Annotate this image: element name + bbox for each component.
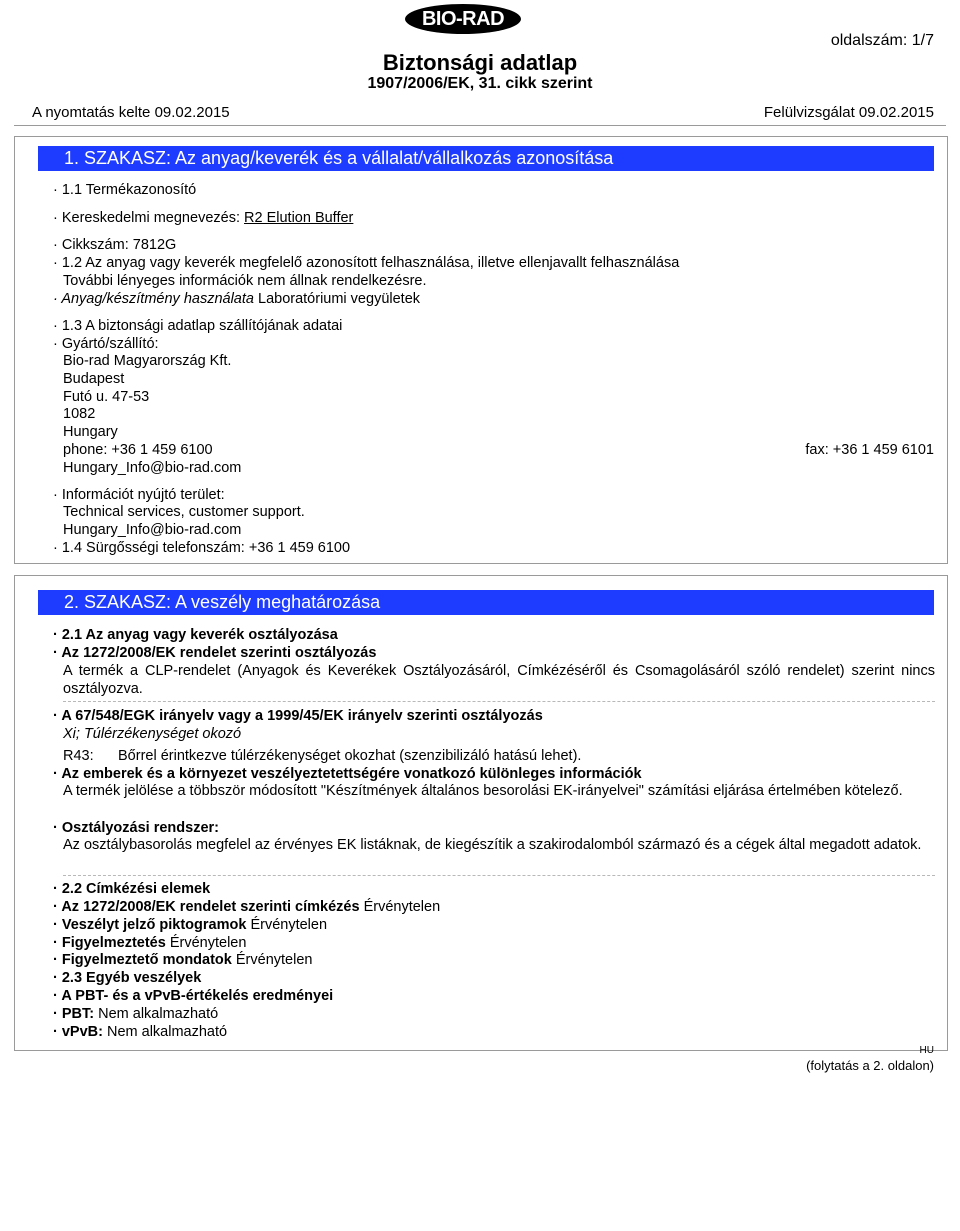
logo-text: BIO-RAD bbox=[421, 7, 505, 30]
vpvb-label: · vPvB: bbox=[53, 1024, 103, 1040]
company-fax: fax: +36 1 459 6101 bbox=[805, 442, 934, 458]
bio-rad-logo bbox=[405, 4, 521, 34]
hazard-symbol-text: Xi; Túlérzékenységet okozó bbox=[63, 726, 242, 742]
use-row bbox=[53, 290, 420, 308]
company-name: Bio-rad Magyarország Kft. bbox=[63, 353, 232, 369]
company-zip: 1082 bbox=[63, 406, 96, 422]
document-title: Biztonsági adatlap bbox=[382, 50, 578, 75]
separator-dashed-2 bbox=[63, 875, 935, 876]
print-date: A nyomtatás kelte 09.02.2015 bbox=[32, 104, 230, 121]
pbt-row bbox=[53, 1005, 218, 1023]
article-number-value: 7812G bbox=[132, 237, 177, 253]
emergency-phone-row bbox=[53, 539, 350, 557]
special-hazards-heading: · Az emberek és a környezet veszélyeztetettségére vonatkozó különleges információk bbox=[53, 766, 642, 782]
header-divider bbox=[14, 125, 946, 126]
pbt-vpvb-heading: · A PBT- és a vPvB-értékelés eredményei bbox=[53, 988, 334, 1004]
directive-classification-heading: · A 67/548/EGK irányelv vagy a 1999/45/EK irányelv szerinti osztályozás bbox=[53, 708, 543, 724]
trade-name-label: · Kereskedelmi megnevezés: bbox=[53, 210, 240, 226]
clp-labelling-label: · Az 1272/2008/EK rendelet szerinti címkézés bbox=[53, 899, 360, 915]
pictograms-row bbox=[53, 916, 327, 934]
other-hazards-heading: · 2.3 Egyéb veszélyek bbox=[53, 970, 202, 986]
company-country: Hungary bbox=[63, 424, 118, 440]
company-street: Futó u. 47-53 bbox=[63, 389, 150, 405]
section-2-heading: 2. SZAKASZ: A veszély meghatározása bbox=[38, 590, 934, 615]
clp-labelling-row bbox=[53, 898, 440, 916]
classification-heading: · 2.1 Az anyag vagy keverék osztályozása bbox=[53, 627, 338, 643]
info-area-line-1: Technical services, customer support. bbox=[63, 504, 305, 520]
clp-classification-heading: · Az 1272/2008/EK rendelet szerinti osztályozás bbox=[53, 645, 377, 661]
signal-word-row bbox=[53, 934, 246, 952]
hazard-statements-label: · Figyelmeztető mondatok bbox=[53, 952, 232, 968]
separator-dashed bbox=[63, 701, 935, 702]
document-subtitle: 1907/2006/EK, 31. cikk szerint bbox=[367, 75, 593, 92]
signal-word-label: · Figyelmeztetés bbox=[53, 935, 166, 951]
pictograms-value: Érvénytelen bbox=[250, 917, 328, 933]
continued-note: (folytatás a 2. oldalon) bbox=[806, 1058, 934, 1073]
no-further-info: További lényeges információk nem állnak rendelkezésre. bbox=[63, 273, 427, 289]
use-value: Laboratóriumi vegyületek bbox=[258, 291, 421, 307]
company-phone: phone: +36 1 459 6100 bbox=[63, 442, 213, 458]
r43-code: R43: bbox=[63, 748, 94, 764]
info-area-label: · Információt nyújtó terület: bbox=[53, 487, 225, 503]
article-number-row bbox=[53, 236, 176, 254]
hazard-statements-row bbox=[53, 951, 312, 969]
trade-name-value: R2 Elution Buffer bbox=[244, 210, 354, 226]
vpvb-value: Nem alkalmazható bbox=[107, 1024, 228, 1040]
signal-word-value: Érvénytelen bbox=[169, 935, 247, 951]
pbt-label: · PBT: bbox=[53, 1006, 95, 1022]
special-hazards-text: A termék jelölése a többször módosított "Készítmények általános besorolási EK-irányelvei" számítási eljárása értelmében kötelező. bbox=[63, 783, 903, 799]
supplier-details-heading: · 1.3 A biztonsági adatlap szállítójának adatai bbox=[53, 318, 343, 334]
clp-labelling-value: Érvénytelen bbox=[363, 899, 441, 915]
label-elements-heading: · 2.2 Címkézési elemek bbox=[53, 881, 211, 897]
vpvb-row bbox=[53, 1023, 227, 1041]
clp-classification-text: A termék a CLP-rendelet (Anyagok és Keverékek Osztályozásáról, Címkézéséről és Csomagolásáról szóló rendelet) szerint nincs osztályozva. bbox=[63, 663, 935, 697]
r43-text: Bőrrel érintkezve túlérzékenységet okozhat (szenzibilizáló hatású lehet). bbox=[118, 748, 582, 764]
page-number: oldalszám: 1/7 bbox=[830, 32, 934, 49]
identified-uses-heading: · 1.2 Az anyag vagy keverék megfelelő azonosított felhasználása, illetve ellenjavallt felhasználása bbox=[53, 255, 680, 271]
use-label: · Anyag/készítmény használata bbox=[53, 291, 254, 307]
revision-date: Felülvizsgálat 09.02.2015 bbox=[763, 104, 934, 121]
info-area-email: Hungary_Info@bio-rad.com bbox=[63, 522, 242, 538]
product-identifier-heading: · 1.1 Termékazonosító bbox=[53, 182, 197, 198]
pictograms-label: · Veszélyt jelző piktogramok bbox=[53, 917, 247, 933]
hazard-statements-value: Érvénytelen bbox=[235, 952, 313, 968]
article-number-label: · Cikkszám: bbox=[53, 237, 129, 253]
trade-name-row bbox=[53, 209, 353, 227]
emergency-phone-label: · 1.4 Sürgősségi telefonszám: bbox=[53, 540, 245, 556]
emergency-phone-value: +36 1 459 6100 bbox=[248, 540, 351, 556]
manufacturer-label: · Gyártó/szállító: bbox=[53, 336, 159, 352]
company-city: Budapest bbox=[63, 371, 125, 387]
pbt-value: Nem alkalmazható bbox=[98, 1006, 219, 1022]
company-email: Hungary_Info@bio-rad.com bbox=[63, 460, 242, 476]
classification-system-heading: · Osztályozási rendszer: bbox=[53, 820, 219, 836]
classification-system-text: Az osztálybasorolás megfelel az érvényes EK listáknak, de kiegészítik a szakirodalomból származó és a cégek által megadott adatok. bbox=[63, 837, 922, 853]
language-code: HU bbox=[919, 1045, 934, 1056]
section-1-heading: 1. SZAKASZ: Az anyag/keverék és a vállalat/vállalkozás azonosítása bbox=[38, 146, 934, 171]
